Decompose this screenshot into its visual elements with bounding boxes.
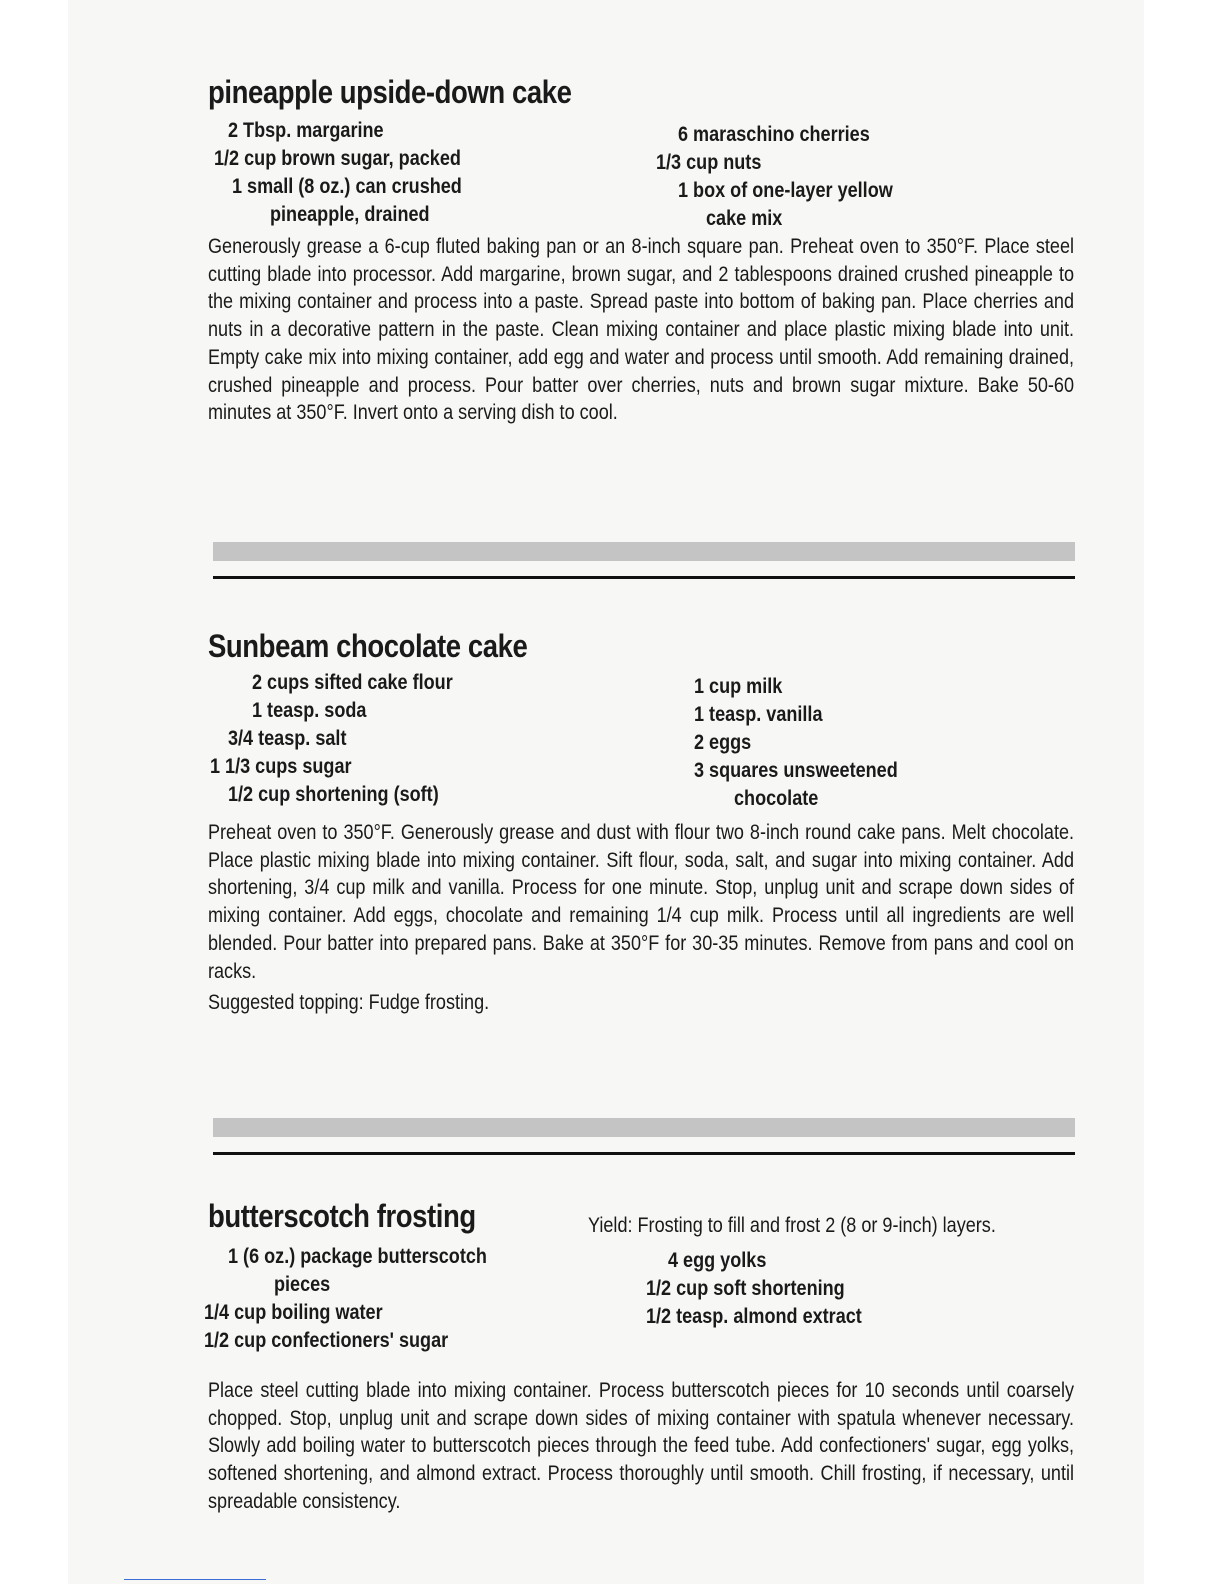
recipe-suggestion: Suggested topping: Fudge frosting. <box>208 991 490 1015</box>
ingredient-item: 1 teasp. vanilla <box>694 703 823 726</box>
recipe-directions: Place steel cutting blade into mixing container. Process butterscotch pieces for 10 seconds until coarsely chopped. Stop, unplug unit and scrape down sides of mixing container with spatula whenever necessary. Slowly add boiling water to butterscotch pieces through the feed tube. Add confectioners' sugar, egg yolks, softened shortening, and almond extract. Process thoroughly until smooth. Chill frosting, if necessary, until spreadable consistency. <box>208 1379 1075 1513</box>
section-divider-shade <box>213 542 1075 561</box>
ingredient-item: 1/2 teasp. almond extract <box>646 1305 862 1328</box>
recipe-yield: Yield: Frosting to fill and frost 2 (8 or 9-inch) layers. <box>588 1214 996 1237</box>
ingredient-item: 2 Tbsp. margarine <box>228 119 384 142</box>
recipe-pineapple-upside-down-cake <box>208 74 1074 427</box>
section-divider-rule <box>213 576 1075 579</box>
ingredient-item: 3/4 teasp. salt <box>228 727 347 750</box>
ingredient-item: 1 box of one-layer yellow <box>678 179 893 202</box>
ingredient-item: pieces <box>274 1273 331 1296</box>
ingredient-item: pineapple, drained <box>270 203 430 226</box>
ingredient-item: 1/3 cup nuts <box>656 151 762 174</box>
section-divider-rule <box>213 1152 1075 1155</box>
ingredient-item: 1/2 cup soft shortening <box>646 1277 845 1300</box>
ingredient-item: 6 maraschino cherries <box>678 123 870 146</box>
ingredient-list <box>208 669 1074 809</box>
section-divider-shade <box>213 1118 1075 1137</box>
recipe-butterscotch-frosting <box>204 1198 1075 1516</box>
ingredient-item: 3 squares unsweetened <box>694 759 898 782</box>
ingredient-item: 1/4 cup boiling water <box>204 1301 383 1324</box>
ingredient-item: 1/2 cup brown sugar, packed <box>214 147 461 170</box>
ingredient-item: 2 eggs <box>694 731 752 754</box>
page-edge-line <box>124 1579 266 1580</box>
ingredient-item: chocolate <box>734 787 819 810</box>
ingredient-item: 1 cup milk <box>694 675 783 698</box>
ingredient-item: 1 (6 oz.) package butterscotch <box>228 1245 487 1268</box>
ingredient-item: 1 small (8 oz.) can crushed <box>232 175 462 198</box>
recipe-directions: Generously grease a 6-cup fluted baking pan or an 8-inch square pan. Preheat oven to 350°F. Place steel cutting blade into processor. Add margarine, brown sugar, and 2 tablespoons drained crushed pineapple to the mixing container and process into a paste. Spread paste into bottom of baking pan. Place cherries and nuts in a decorative pattern in the paste. Clean mixing container and place plastic mixing blade into unit. Empty cake mix into mixing container, add egg and water and process until smooth. Add remaining drained, crushed pineapple and process. Pour batter over cherries, nuts and brown sugar mixture. Bake 50-60 minutes at 350°F. Invert onto a serving dish to cool. <box>208 235 1075 425</box>
ingredient-item: cake mix <box>706 207 783 230</box>
ingredient-item: 1/2 cup shortening (soft) <box>228 783 439 806</box>
recipe-directions: Preheat oven to 350°F. Generously grease and dust with flour two 8-inch round cake pans. Melt chocolate. Place plastic mixing blade into mixing container. Sift flour, soda, salt, and sugar into mixing container. Add shortening, 3/4 cup milk and vanilla. Process for one minute. Stop, unplug unit and scrape down sides of mixing container. Add eggs, chocolate and remaining 1/4 cup milk. Process until all ingredients are well blended. Pour batter into prepared pans. Bake at 350°F for 30-35 minutes. Remove from pans and cool on racks. <box>208 821 1075 983</box>
recipe-title: butterscotch frosting <box>208 1198 476 1234</box>
recipe-title: pineapple upside-down cake <box>208 74 572 110</box>
page <box>68 0 1144 1584</box>
ingredient-item: 1 teasp. soda <box>252 699 367 722</box>
ingredient-item: 1/2 cup confectioners' sugar <box>204 1329 449 1352</box>
ingredient-item: 2 cups sifted cake flour <box>252 671 453 694</box>
ingredient-list <box>208 117 1074 230</box>
ingredient-item: 4 egg yolks <box>668 1249 767 1272</box>
recipe-sunbeam-chocolate-cake <box>208 628 1074 1017</box>
ingredient-list <box>204 1243 1074 1355</box>
recipe-title: Sunbeam chocolate cake <box>208 628 528 664</box>
ingredient-item: 1 1/3 cups sugar <box>210 755 352 778</box>
